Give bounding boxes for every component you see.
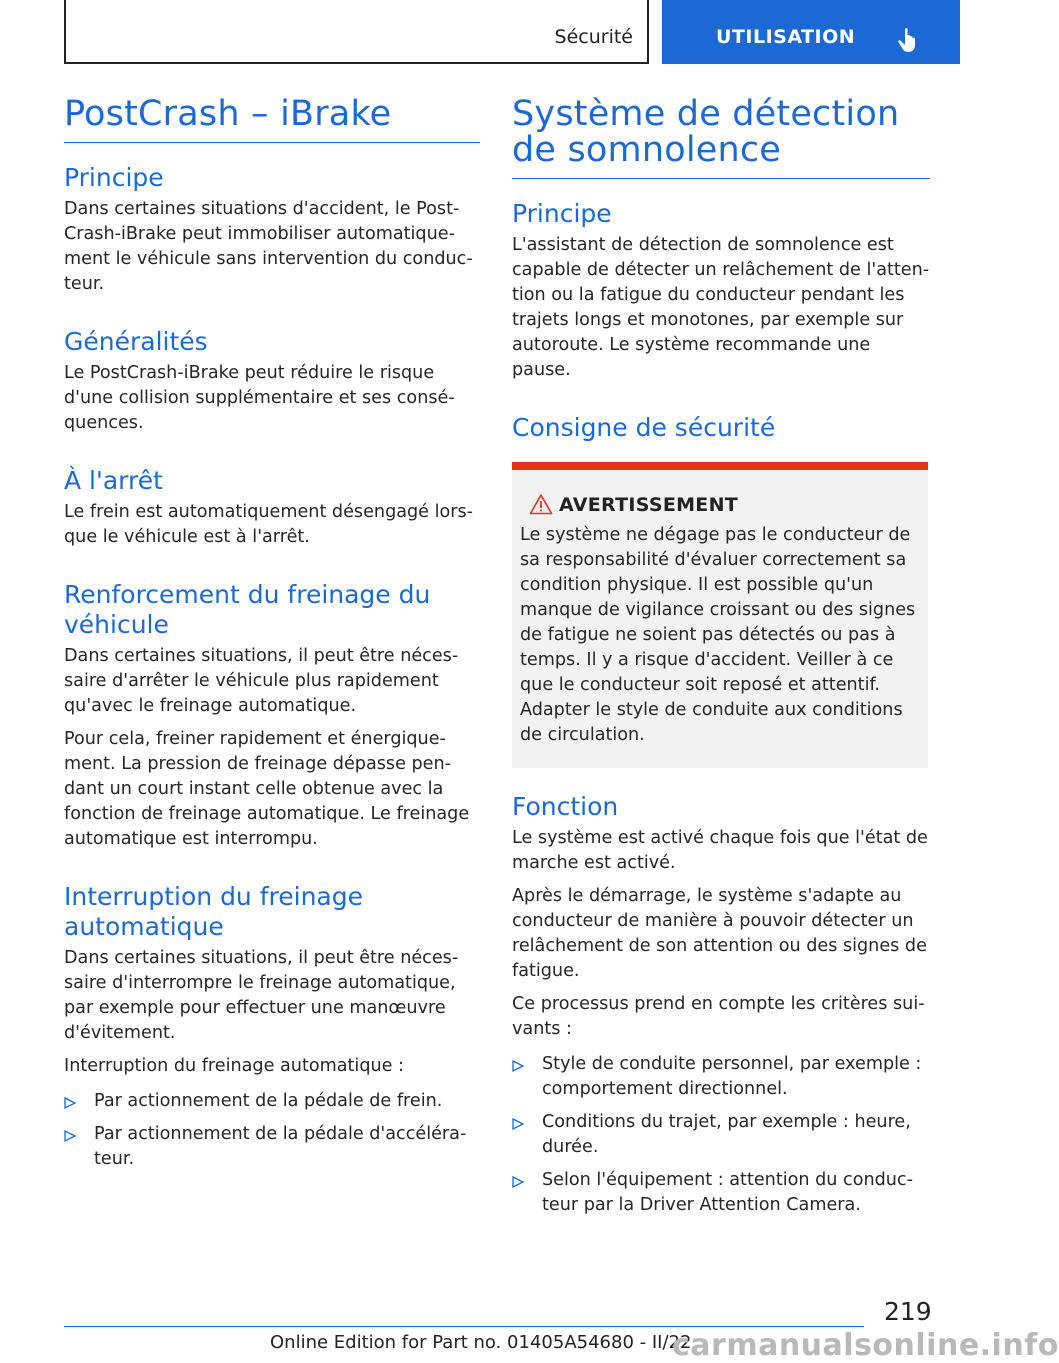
principe-heading: Principe (64, 163, 164, 192)
fonction-text-2: Après le démarrage, le système s'adapte au conducteur de manière à pouvoir détecter un relâchement de son attention ou des signes de fatigue. (512, 886, 927, 981)
renforcement-text-2: Pour cela, freiner rapidement et énergique-ment. La pression de freinage dépasse pen-dant un court instant celle obtenue avec la fonction de freinage automatique. Le freinage automatique est interrompu. (64, 729, 470, 849)
header-section-box (64, 0, 649, 64)
warning-title: AVERTISSEMENT (559, 494, 739, 516)
watermark: carmanualsonline.info (672, 1328, 1059, 1363)
list-item (64, 1122, 482, 1172)
triangle-bullet-icon (512, 1176, 524, 1188)
list-item-text: Par actionnement de la pédale d'accéléra-teur. (94, 1124, 467, 1169)
principe-text-right: L'assistant de détection de somnolence est capable de détecter un relâchement de l'atten-tion ou la fatigue du conducteur pendant les trajets longs et monotones, par exemple sur autoroute. Le système recommande une pause. (512, 235, 930, 380)
footer-divider (64, 1326, 864, 1327)
right-column-lower (512, 792, 930, 1218)
list-item-text: Selon l'équipement : attention du conduc-teur par la Driver Attention Camera. (542, 1170, 913, 1215)
header-chapter-title: UTILISATION (716, 26, 856, 48)
consigne-heading: Consigne de sécurité (512, 413, 776, 442)
fonction-text-3: Ce processus prend en compte les critères sui-vants : (512, 994, 925, 1039)
interruption-text-1: Dans certaines situations, il peut être néces-saire d'interrompre le freinage automatique, par exemple pour effectuer une manœuvre d'évitement. (64, 948, 459, 1043)
footer-edition: Online Edition for Part no. 01405A54680 - II/22 (270, 1332, 692, 1353)
triangle-bullet-icon (512, 1118, 524, 1130)
list-item-text: Style de conduite personnel, par exemple : comportement directionnel. (542, 1054, 922, 1099)
header-chapter-box (662, 0, 960, 64)
left-column (64, 96, 482, 1172)
header-section-title: Sécurité (554, 26, 633, 48)
hand-pointer-icon (896, 26, 924, 54)
warning-text: Le système ne dégage pas le conducteur de sa responsabilité d'évaluer correctement sa condition physique. Il est possible qu'un manque de vigilance croissant ou des signes de fatigue ne soient pas détectés ou pas à temps. Il y a risque d'accident. Veiller à ce que le conducteur soit reposé et attentif. Adapter le style de conduite aux conditions de circulation. (520, 525, 916, 745)
arret-heading: À l'arrêt (64, 466, 163, 495)
list-item-text: Par actionnement de la pédale de frein. (94, 1091, 443, 1111)
fonction-list (512, 1052, 930, 1218)
arret-text: Le frein est automatiquement désengagé lors-que le véhicule est à l'arrêt. (64, 502, 474, 547)
right-column (512, 96, 930, 443)
renforcement-text-1: Dans certaines situations, il peut être néces-saire d'arrêter le véhicule plus rapidement qu'avec le freinage automatique. (64, 646, 459, 716)
postcrash-title: PostCrash – iBrake (64, 96, 480, 143)
list-item (64, 1089, 482, 1114)
generalites-heading: Généralités (64, 327, 208, 356)
interruption-text-2: Interruption du freinage automatique : (64, 1056, 404, 1076)
list-item (512, 1052, 930, 1102)
principe-text: Dans certaines situations d'accident, le Post-Crash-iBrake peut immobiliser automatique-ment le véhicule sans intervention du conduc-teur. (64, 199, 473, 294)
principe-heading-right: Principe (512, 199, 612, 228)
interruption-heading: Interruption du freinage automatique (64, 882, 363, 941)
list-item-text: Conditions du trajet, par exemple : heure, durée. (542, 1112, 911, 1157)
warning-triangle-icon (529, 493, 553, 515)
triangle-bullet-icon (512, 1060, 524, 1072)
triangle-bullet-icon (64, 1097, 76, 1109)
triangle-bullet-icon (64, 1130, 76, 1142)
interruption-list (64, 1089, 482, 1172)
warning-box (512, 462, 928, 768)
page-number: 219 (884, 1297, 932, 1326)
generalites-text: Le PostCrash-iBrake peut réduire le risque d'une collision supplémentaire et ses consé-quences. (64, 363, 455, 433)
renforcement-heading: Renforcement du freinage du véhicule (64, 580, 431, 639)
list-item (512, 1168, 930, 1218)
list-item (512, 1110, 930, 1160)
somnolence-title: Système de détection de somnolence (512, 96, 930, 179)
fonction-text-1: Le système est activé chaque fois que l'état de marche est activé. (512, 828, 928, 873)
fonction-heading: Fonction (512, 792, 619, 821)
